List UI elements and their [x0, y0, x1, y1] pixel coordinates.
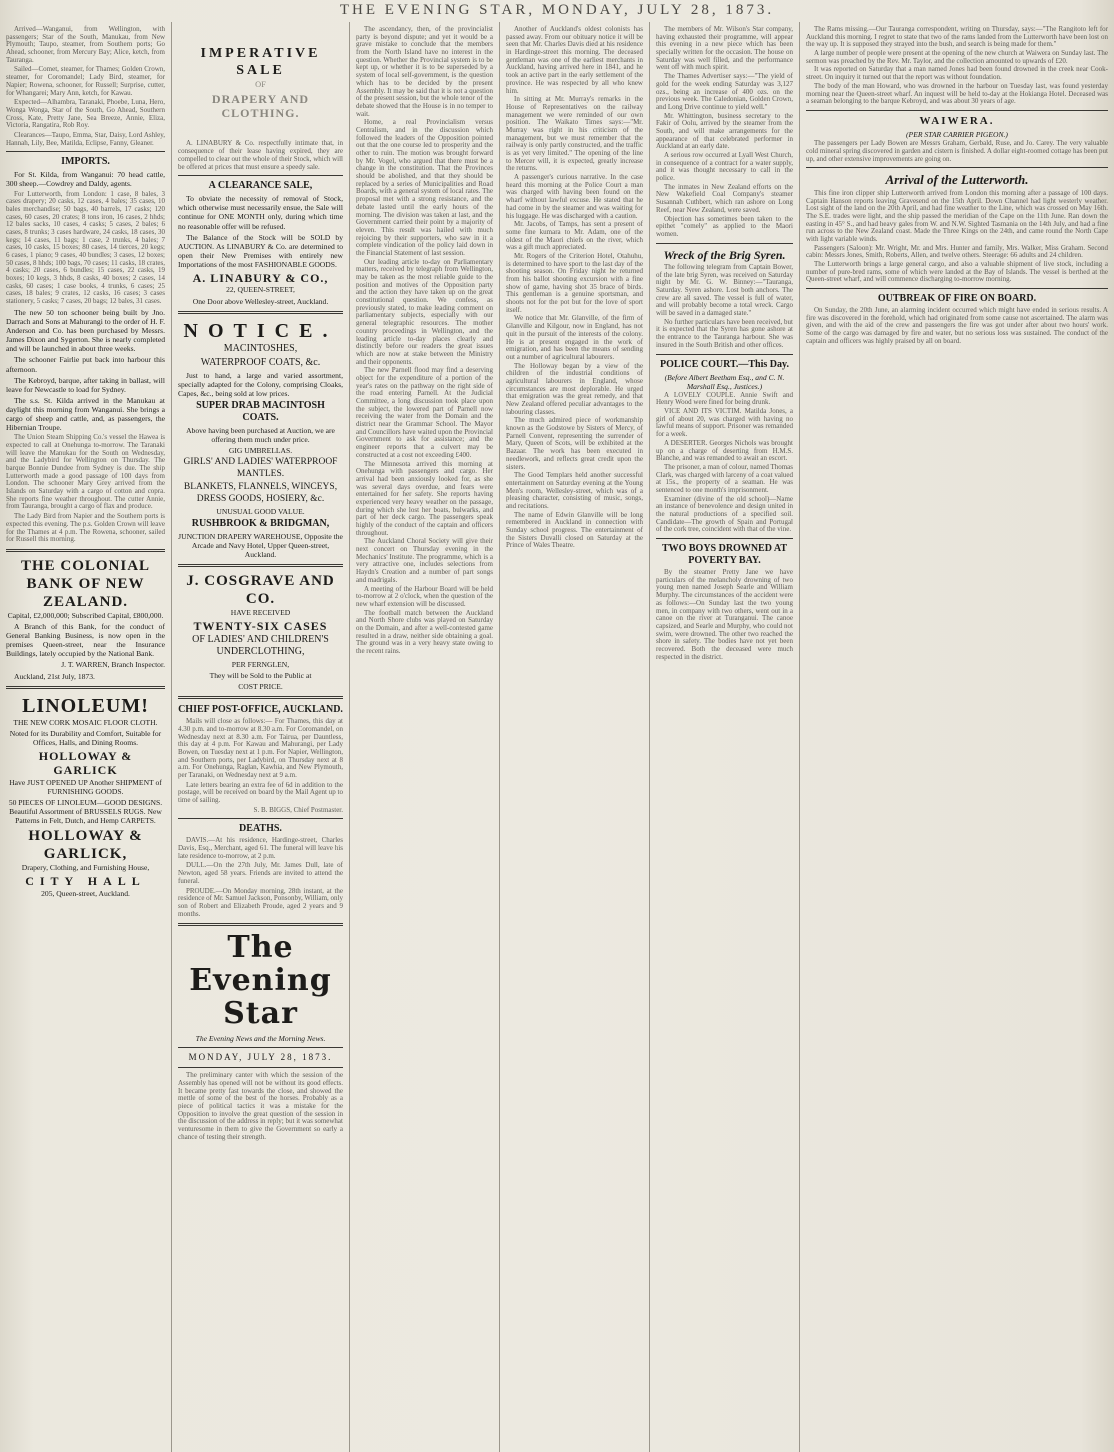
deaths-body: DAVIS.—At his residence, Hardinge-street, Charles Davis, Esq., Merchant, aged 61. The funeral will leave his late residence to-morrow, at 2 p.m. DULL.—On the 27th July, Mr. James Dull, late of Newton, aged 58 years. Friends are invited to attend the funeral. PROUDE.—On Monday morning, 28th instant, at the residence of Mr. Samuel Jackson, Ponsonby, William, only son of Robert and Elizabeth Proude, aged 2 years and 9 months. [178, 836, 343, 918]
imports-text: For St. Kilda, from Wanganui: 70 head cattle, 300 sheep.—Cowdrey and Daldy, agents. [6, 170, 165, 189]
col4-text-1: Another of Auckland's oldest colonists has passed away. From our obituary notice it will be seen that Mr. Charles Davis died at his residence in Hardinge-street this morning. The deceased gentleman was one of the earliest merchants in Auckland, having arrived here in 1841, and he took an active part in the early settlement of the province. He was respected by all who knew him. In sitting at Mr. Murray's remarks in the House of Representatives on the railway management we were reminded of our own position. The Waikato Times says:—"Mr. Murray was right in his criticism of the management, but we must remember that the railway is only partly constructed, and the traffic is as yet very limited." The opening of the line to Mercer will, it is expected, greatly increase the returns. A passenger's curious narrative. In the case heard this morning at the Police Court a man was charged with having been found on the wharf without lawful excuse. He stated that he had come in by the steamer and was waiting for his luggage. He was discharged with a caution. Mr. Jacobs, of Tamps, has sent a present of some fine kumara to Mr. Adam, one of the oldest of the Maori chiefs on the river, which was a gift much appreciated. Mr. Rogers of the Criterion Hotel, Otahuhu, is determined to have sport to the last day of the shooting season. On Friday night he returned from his ballot shooting excursion with a fine show of game, having shot 35 brace of birds. This gentleman is a genuine sportsman, and shoots not for the pot but for the love of sport itself. We notice that Mr. Glanville, of the firm of Glanville and Kilgour, now in England, has not quit in the pursuit of the interests of the colony. He is at present engaged in the work of emigration, and has been the means of sending out a number of agricultural labourers. The Holloway began by a view of the children of the industrial conditions of agricultural labourers in England, whose circumstances are most deplorable. He urged that emigration was the great remedy, and that New Zealand offered peculiar advantages to the labouring classes. The much admired piece of workmanship known as the Godstowe by Sisters of Mercy, of Parnell Convent, representing the surrender of Mary, Queen of Scots, will be exhibited at the Bazaar. The work has been executed in needlework, and reflects great credit upon the sisters. The Good Templars held another successful entertainment on Saturday evening at the Young Men's room, Wellesley-street, which was of a pleasing character, consisting of music, songs, and recitations. The name of Edwin Glanville will be long remembered in Auckland in connection with Sunday school progress. The entertainment of the Sisters Duvalli closed on Saturday at the Prince of Wales Theatre. [506, 25, 643, 550]
police-title: POLICE COURT.—This Day. [660, 358, 789, 370]
bank-ad-title: THE COLONIAL BANK OF NEW ZEALAND. [20, 557, 151, 610]
po-title: CHIEF POST-OFFICE, AUCKLAND. [178, 704, 343, 716]
police-sub: (Before Albert Beetham Esq., and C. N. Marshall Esq., Justices.) [664, 372, 785, 391]
cosgrave-title: J. COSGRAVE AND CO. [186, 573, 335, 608]
police-body: A LOVELY COUPLE. Annie Swift and Henry Wood were fined for being drunk. VICE AND ITS VICTIM. Matilda Jones, a girl of about 20, was charged with having no lawful means of support. Prisoner was remanded for a week. A DESERTER. Georges Nichols was brought up on a charge of deserting from H.M.S. Blanche, and was remanded to await an escort. The prisoner, a man of colour, named Thomas Clark, was charged with larceny of a coat valued at 15s., the property of a seaman. He was sentenced to one month's imprisonment. Examiner (divine of the old school)—Name an instance of benevolence and design united in the natural productions of a specified soil. Candidate—The growth of Spain and Portugal of the cork tree, coincident with that of the vine. [656, 390, 793, 534]
bank-ad-sign: J. T. WARREN, Branch Inspector. [61, 660, 165, 670]
waiwera-sub: (PER STAR CARRIER PIGEON.) [906, 130, 1008, 140]
column-5 [650, 22, 800, 1452]
page-masthead: THE EVENING STAR, MONDAY, JULY 28, 1873. [339, 2, 775, 18]
holloway-2-street: 205, Queen-street, Auckland. [41, 888, 130, 898]
linabury-addr: 22, QUEEN-STREET, [226, 285, 295, 295]
news-paragraph-4: The s.s. St. Kilda arrived in the Manukau at daylight this morning from Wanganui. She brings a cargo of sheep and cattle, and, as passengers, the Hibernian Troupe. [6, 395, 165, 433]
linoleum-title: LINOLEUM! [22, 694, 149, 717]
boys-title: TWO BOYS DROWNED AT POVERTY BAY. [661, 543, 788, 567]
rushbrook-addr: JUNCTION DRAPERY WAREHOUSE, Opposite the Arcade and Navy Hotel, Upper Queen-street, Auckland. [178, 532, 343, 560]
linabury-name: A. LINABURY & CO., [192, 271, 329, 286]
sale-title: IMPERATIVE SALE [200, 46, 321, 78]
waiwera-title: WAIWERA. [919, 114, 995, 127]
imports-heading: IMPORTS. [61, 156, 110, 168]
holloway-2-title: HOLLOWAY & GARLICK, [28, 828, 143, 863]
cosgrave-foot: PER FERNGLEN, [231, 659, 290, 669]
cosgrave-note: They will be Sold to the Public at [209, 670, 312, 680]
umbrellas: GIG UMBRELLAS. [228, 446, 293, 456]
arrival-body: This fine iron clipper ship Lutterworth arrived from London this morning after a passage of 100 days. Captain Hanson reports leaving Gravesend on the 15th April. Down Channel had light westerly weather. Lost sight of the land on the 20th April, and had fine weather to the Line, which was crossed on May 16th. The S.E. trades were light, and the ship passed the meridian of the Cape on the 11th June. Ran down the easting in 45° S., and had heavy gales from W. and N.W. Sighted Tasmania on the 14th July, and had a fine run across to the New Zealand coast. Made the Three Kings on the 24th, and came round the North Cape with light variable winds. Passengers (Saloon): Mr. Wright, Mr. and Mrs. Hunter and family, Mrs. Walker, Miss Graham. Second cabin: Messrs Jones, Smith, Roberts, Allen, and twelve others. Steerage: 66 adults and 24 children. The Lutterworth brings a large general cargo, and also a valuable shipment of live stock, including a number of pure-bred rams, some of which were landed at the Bay of Islands. The vessel is berthed at the Queen-street wharf, and will commence discharging to-morrow morning. [806, 188, 1108, 284]
news-paragraph-3: The Kebroyd, barque, after taking in ballast, will leave for Newcastle to load for Sydney. [6, 375, 165, 394]
column-1 [0, 22, 172, 1452]
shipping-list: Arrived—Wanganui, from Wellington, with passengers; Star of the South, Manukau, from New Plymouth; Taupo, steamer, from Southern ports; Go Ahead, schooner, from Mercury Bay; Alice, ketch, from Tauranga. Sailed—Comet, steamer, for Thames; Golden Crown, steamer, for Coromandel; Lady Bird, steamer, for Napier; Rowena, schooner, for Russell; Surprise, cutter, for Whangarei; Mary Ann, ketch, for Kawau. Expected—Alhambra, Taranaki, Phoebe, Luna, Hero, Wonga Wonga, Star of the South, Go Ahead, Southern Cross, Kate, Pretty Jane, Sea Breeze, Annie, Eliza, Victoria, Rangatira, Rob Roy. Clearances—Taupo, Emma, Star, Daisy, Lord Ashley, Hannah, Lily, Bee, Matilda, Eclipse, Fanny, Gleaner. [6, 25, 165, 147]
arrival-title: Arrival of the Lutterworth. [885, 172, 1029, 188]
boys-body: By the steamer Pretty Jane we have particulars of the melancholy drowning of two young men named Joseph Searle and William Murphy. The circumstances of the accident were as follows:—On Sunday last the two young men, in company with two others, went out in a canoe on the river at Turanganui. The canoe capsized, and Searle and Murphy, who could not swim, were drowned. The other two reached the shore in safety. The bodies have not yet been recovered. Both the deceased were much respected in the district. [656, 568, 793, 661]
cosgrave-sub: HAVE RECEIVED [230, 608, 291, 618]
bank-ad-body: A Branch of this Bank, for the conduct of General Banking Business, is now open in the premises Queen-street, near the Insurance Buildings, lately occupied by the National Bank. [6, 622, 165, 659]
blankets-note: UNUSUAL GOOD VALUE. [216, 506, 305, 516]
deaths-title: DEATHS. [239, 823, 282, 835]
news-paragraph-1: The new 50 ton schooner being built by Jno. Darrach and Sons at Mahurangi to the order of H. F. Anderson and Co. has been purchased by Messrs. James Dixon and Sygerton. She is nearly completed and will be launched in about three weeks. [6, 307, 165, 354]
mac-body: Just to hand, a large and varied assortment, specially adapted for the Colony, comprising Cloaks, Capes, &c., being sold at low prices. [178, 370, 343, 398]
imports-list: For Lutterworth, from London: 1 case, 8 bales, 3 cases drapery; 20 casks, 12 cases, 4 bales; 35 cases, 10 bales merchandise; 50 bags, 40 barrels, 17 casks; 120 cases, 60 cases, 20 crates; 8 tons iron, 16 cases, 2 hhds; 12 bales sacks, 10 cases, 4 casks; 5 cases, 2 bales; 6 cases, 8 trunks; 3 cases hardware, 24 casks, 18 cases, 30 kegs; 14 cases, 11 bags; 1 case, 2 trunks, 4 bales; 7 cases, 10 casks, 15 boxes; 80 cases, 14 tierces, 20 kegs; 6 cases, 1 piano; 9 cases, 40 bundles; 3 cases, 12 boxes; 50 cases, 8 hhds; 100 bags, 70 cases; 11 casks, 18 crates, 4 casks; 20 cases, 6 bundles; 15 cases, 22 casks, 19 boxes; 10 kegs, 3 hhds, 8 casks, 40 boxes; 2 cases, 14 casks, 60 cases; 1 case books, 4 trunks, 6 cases; 25 cases, 18 bales; 9 crates, 12 casks, 16 cases; 3 cases stationery, 5 casks; 7 cases, 20 bags; 12 bales, 31 cases. [6, 189, 165, 306]
linoleum-sub: THE NEW CORK MOSAIC FLOOR CLOTH. [13, 717, 158, 727]
bank-ad-capital: Capital, £2,000,000; Subscribed Capital, £800,000. [7, 610, 164, 620]
clearance-note: The Balance of the Stock will be SOLD by AUCTION. As LINABURY & Co. are determined to open their New Premises with entirely new Importations of the most FASHIONABLE GOODS. [178, 232, 343, 269]
blankets: BLANKETS, FLANNELS, WINCEYS, DRESS GOODS, HOSIERY, &c. [183, 482, 338, 504]
linoleum-extra: 50 PIECES OF LINOLEUM—GOOD DESIGNS. Beautiful Assortment of BRUSSELS RUGS. New Patterns in Felt, Dutch, and Hemp CARPETS. [8, 797, 163, 826]
clearance-body: To obviate the necessity of removal of Stock, which otherwise must necessarily ensue, the Sale will continue for ONE MONTH only, during which time no reasonable offer will be refused. [178, 194, 343, 231]
notice-title: NOTICE. [183, 319, 338, 342]
cosgrave-body: OF LADIES' AND CHILDREN'S UNDERCLOTHING, [192, 633, 329, 657]
waiwera-body: The passengers per Lady Bowen are Messrs Graham, Gerbald, Ruse, and Jo. Carey. The very valuable cold mineral spring discovered in garden and cistern is finished. A dollar eight-roomed cottage has been put up, and other extensive improvements are going on. [806, 139, 1108, 163]
wreck-title: Wreck of the Brig Syren. [663, 247, 786, 262]
columns [0, 22, 1114, 1452]
holloway-2-addr: CITY HALL [25, 874, 146, 889]
po-body: Mails will close as follows:— For Thames, this day at 4.30 p.m. and to-morrow at 8.30 a.m. For Coromandel, on Wednesday next at 8.30 a.m. For Tairua, per Dauntless, this day at 4 p.m. For Kawau and Mahurangi, per Lady Bowen, on Tuesday next at 1 p.m. For Napier, Wellington, and Southern ports, per Ladybird, on Thursday next at 8 a.m. For Onehunga, Raglan, Kawhia, and New Plymouth, per Taranaki, on Wednesday next at 9 a.m. Late letters bearing an extra fee of 6d in addition to the postage, will be received on board by the Mail Agent up to time of sailing. S. B. BIGGS, Chief Postmaster. [178, 717, 343, 814]
sale-of: OF [255, 79, 266, 89]
holloway-2-body: Drapery, Clothing, and Furnishing House, [21, 863, 150, 873]
col6-text-1: The Rams missing.—Our Tauranga correspondent, writing on Thursday, says:—"The Rangitoto left for Auckland this morning. I regret to state that two of the rams landed from the Lutterworth have been lost on the way up. It is supposed they strayed into the bush, and search is being made for them." A large number of people were present at the opening of the new church at Waiwera on Sunday last. The sermon was preached by the Rev. Mr. Taylor, and the collection amounted to upwards of £20. It was reported on Saturday that a man named Jones had been found drowned in the creek near Cook-street. On inquiry it turned out that the report was without foundation. The body of the man Howard, who was drowned in the harbour on Tuesday last, was found yesterday morning near the Queen-street wharf. An inquest will be held to-day at the Hokianga Hotel. Deceased was a seaman belonging to the barque Kebroyd, and was about 30 years of age. [806, 25, 1108, 106]
editorial-start: The preliminary canter with which the session of the Assembly has opened will not be without its good effects. It became pretty fast towards the close, and showed the mettle of some of the best of the horses. Probably as a piece of political tactics it was a mistake for the Opposition to involve the great question of the session in the discussion of the address in reply; but it was somewhat venturesome in them to give the Government so early a chance of testing their strength. [178, 1071, 343, 1141]
column-6 [800, 22, 1114, 1452]
holloway-1-body: Have JUST OPENED UP Another SHIPMENT of FURNISHING GOODS. [9, 777, 162, 796]
mac-title: MACINTOSHES, [223, 342, 298, 354]
bank-ad-date: Auckland, 21st July, 1873. [14, 671, 95, 681]
girls-mantles: GIRLS' AND LADIES' WATERPROOF MANTLES. [183, 457, 338, 479]
linoleum-body: Noted for its Durability and Comfort, Suitable for Offices, Halls, and Dining Rooms. [9, 728, 162, 747]
shipping-notes: The Union Steam Shipping Co.'s vessel the Hawea is expected to call at Onehunga to-morrow. The Taranaki will leave the Manukau for the South on Wednesday, and the Ladybird for Wellington on Thursday. The barque Bonnie Dundee from Sydney is due. The ship Lutterworth made a good passage of 100 days from London. The schooner Mary Grey arrived from the Islands on Saturday with a cargo of cotton and copra. She reports fine weather throughout. The cutter Annie, from Tauranga, brought a cargo of flax and produce. The Lady Bird from Napier and the Southern ports is expected this evening. The p.s. Golden Crown will leave for the Thames at 4 p.m. The Rowena, schooner, sailed for Russell this morning. [6, 433, 165, 544]
paper-date: MONDAY, JULY 28, 1873. [188, 1052, 333, 1063]
col3-text-1: The ascendancy, then, of the provincialist party is beyond dispute; and yet it would be a grave mistake to conclude that the members from the North Island have no interest in the question. Whether the Provincial system is to be kept up, or whether it is to be superseded by a system of local self-government, is the question which has to be decided by the present Assembly. It may be said that it is not a question of the present session, but the whole tenor of the debate showed that the House is in no temper to wait. Home, a real Provincialism versus Centralism, and in the discussion which followed the leaders of the Opposition pointed out that the one course led to prosperity and the other to ruin. The motion was brought forward by Mr. Vogel, who argued that there must be a change in the constitution. That the Provinces should be abolished, and that they should be replaced by a series of Municipalities and Road Boards, with a general system of local rates. The proposal met with a strong resistance, and the debate lasted until the early hours of the morning. The division was taken at last, and the Government carried their point by a majority of eleven. This result was hailed with much rejoicing by their supporters, who saw in it a complete vindication of the policy laid down in the Financial Statement of last session. Our leading article to-day on Parliamentary matters, received by telegraph from Wellington, may be taken as the most reliable guide to the position and motives of the Opposition party and the action they have taken up on the great constitutional question. We confess, as previously stated, to make leading comment on parliamentary subjects, especially with our general telegraphic resources. The mother country proceedings in Wellington, and the leading article to-day places clearly and distinctly before our readers the great issues which are now at stake between the Ministry and their opponents. The new Parnell flood may find a deserving object for the expenditure of a portion of the year's rates on the pathway on the right side of the road entering Parnell. At the Judicial Committee, a long discussion took place upon the subject, the lowered part of Parnell now receiving the water from the Domain and the district near the Grammar School. The Mayor and Councillors have waited upon the Provincial Government to ask for assistance; and the engineer reports that a culvert may be constructed at a cost not exceeding £400. The Minnesota arrived this morning at Onehunga with passengers and cargo. Her arrival had been anxiously looked for, as she was several days overdue, and fears were entertained for her safety. She reports having experienced very heavy weather on the passage, during which she lost her boats, bulwarks, and part of her deck cargo. The passengers speak highly of the conduct of the captain and officers throughout. The Auckland Choral Society will give their next concert on Thursday evening in the Mechanics' Institute. The programme, which is a very attractive one, includes selections from Haydn's Creation and a number of part songs and madrigals. A meeting of the Harbour Board will be held to-morrow at 2 o'clock, when the question of the new wharf extension will be discussed. The football match between the Auckland and North Shore clubs was played on Saturday on the Domain, and after a well-contested game resulted in a draw, neither side obtaining a goal. The ground was in a very heavy state owing to the recent rains. [356, 25, 493, 655]
sale-body: A. LINABURY & Co. respectfully intimate that, in consequence of their lease having expired, they are compelled to clear out the whole of their Stock, which will be offered at prices that must ensure a speedy sale. [178, 139, 343, 171]
linabury-note: One Door above Wellesley-street, Auckland. [192, 296, 329, 306]
news-paragraph-2: The schooner Fairlie put back into harbour this afternoon. [6, 355, 165, 374]
wreck-body: The following telegram from Captain Bower, of the late brig Syren, was received on Saturday night by Mr. G. W. Binney:—"Tauranga, Saturday. Syren ashore. Lost both anchors. The crew are all saved. The vessel is full of water, and will probably become a total wreck. Cargo will be saved in a damaged state." No further particulars have been received, but it is expected that the Syren has gone ashore at the entrance to the Tauranga harbour. She was insured in the South British and other offices. [656, 262, 793, 349]
sale-sub: DRAPERY AND CLOTHING. [211, 91, 310, 121]
super-drab: SUPER DRAB MACINTOSH COATS. [196, 400, 325, 424]
paper-title: The Evening Star [189, 930, 332, 1032]
mac-sub: WATERPROOF COATS, &c. [200, 356, 321, 368]
column-3 [350, 22, 500, 1452]
column-4 [500, 22, 650, 1452]
cosgrave-cases: TWENTY-SIX CASES [193, 619, 328, 634]
cosgrave-price: COST PRICE. [238, 682, 283, 692]
rushbrook-name: RUSHBROOK & BRIDGMAN, [191, 518, 330, 530]
holloway-1-title: HOLLOWAY & GARLICK [38, 748, 133, 778]
col5-text-1: The members of Mr. Wilson's Star company, having exhausted their programme, will appear this evening in a new piece which has been specially written for the occasion. The house on Saturday was well filled, and the performance went off with much spirit. The Thames Advertiser says:—"The yield of gold for the week ending Saturday was 3,127 ozs., being an increase of 400 ozs. on the previous week. The Caledonian, Golden Crown, and Long Drive continue to yield well." Mr. Whittington, business secretary to the Fakir of Oolu, arrived by the steamer from the South, and will make arrangements for the appearance of that celebrated performer in Auckland at an early date. A serious row occurred at Lyall West Church, in consequence of a contract for a water supply, and it was thought necessary to call in the police. The inmates in New Zealand efforts on the New Wakefield Coal Company's steamer Susannah Cuthbert, which ran ashore on Long Reef, near New Zealand, were saved. Objection has sometimes been taken to the epithet "comely" as applied to the Maori women. [656, 25, 793, 238]
paper-sub: The Evening News and the Morning News. [195, 1034, 326, 1044]
column-2 [172, 22, 350, 1452]
fire-title: OUTBREAK OF FIRE ON BOARD. [877, 293, 1037, 305]
fire-body: On Sunday, the 20th June, an alarming incident occurred which might have ended in serious results. A fire was discovered in the forehold, which had originated from some cause not ascertained. The alarm was given, and with the aid of the crew and passengers the fire was got under after about two hours' work. Some of the cargo was damaged by fire and water, but no serious loss was sustained. The conduct of the captain and officers was highly praised by all on board. [806, 306, 1108, 345]
clearance-title: A CLEARANCE SALE, [208, 180, 313, 192]
super-note: Above having been purchased at Auction, we are offering them much under price. [186, 426, 335, 445]
